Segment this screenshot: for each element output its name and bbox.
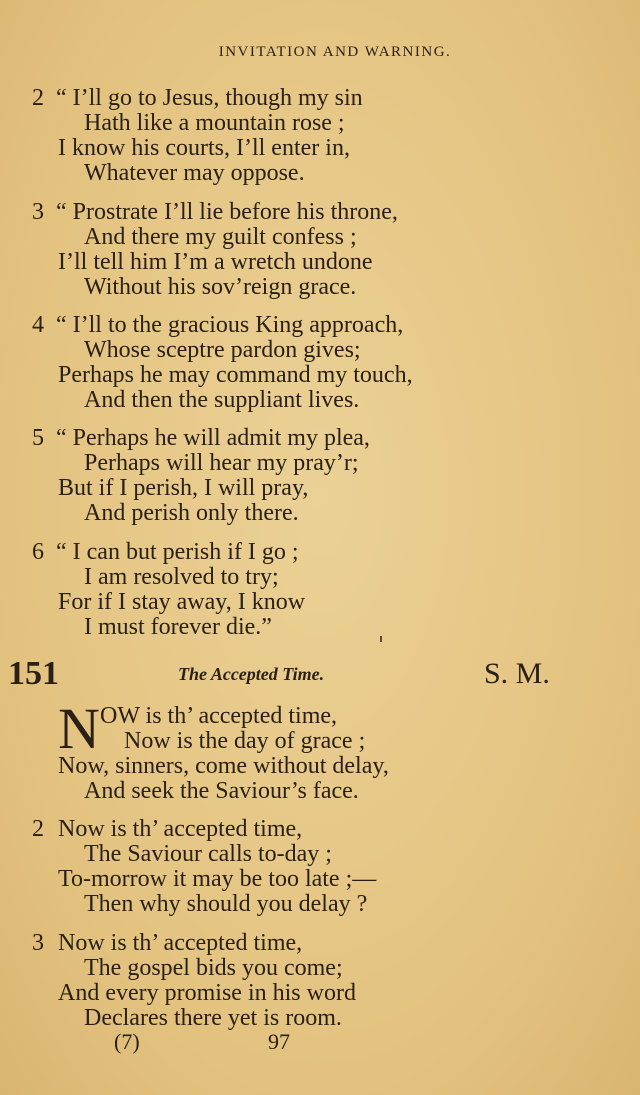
verse-number: 3 [32,199,44,225]
verse-number: 5 [32,425,44,451]
verse-line: For if I stay away, I know [58,589,306,615]
verse-line: And every promise in his word [58,980,356,1006]
verse-number: 4 [32,312,44,338]
verse-line: I’ll tell him I’m a wretch undone [58,249,373,275]
verse-number: 2 [32,816,44,842]
verse-line: Without his sov’reign grace. [84,274,357,300]
verse-line: Perhaps he may command my touch, [58,362,413,388]
verse-line: Hath like a mountain rose ; [84,110,345,136]
verse-line: OW is th’ accepted time, [100,703,338,729]
verse-line: Now, sinners, come without delay, [58,753,389,779]
page-number: 97 [268,1029,290,1054]
verse-line: And there my guilt confess ; [84,224,357,250]
hymn-title: The Accepted Time. [178,664,325,684]
verse-line: Now is th’ accepted time, [58,930,303,956]
verse-line: And then the suppliant lives. [84,387,360,413]
running-head: INVITATION AND WARNING. [218,44,452,60]
verse-number: 2 [32,85,44,111]
verse-line: Now is th’ accepted time, [58,816,303,842]
verse-number: 3 [32,930,44,956]
verse-line: Now is the day of grace ; [124,728,366,754]
verse-line: “ Prostrate I’ll lie before his throne, [56,199,398,225]
verse-line: Whatever may oppose. [84,160,305,186]
verse-line: I know his courts, I’ll enter in, [58,135,350,161]
hymn-meter: S. M. [484,657,550,690]
verse-line: Then why should you delay ? [84,891,368,917]
divider-mark [380,636,382,642]
verse-line: The gospel bids you come; [84,955,343,981]
verse-line: “ I can but perish if I go ; [56,539,299,565]
verse-line: “ I’ll go to Jesus, though my sin [56,85,363,111]
verse-number: 6 [32,539,44,565]
verse-line: And perish only there. [84,500,299,526]
verse-line: But if I perish, I will pray, [58,475,309,501]
verse-line: Whose sceptre pardon gives; [84,337,361,363]
verse-line: Declares there yet is room. [84,1005,342,1031]
verse-line: I must forever die.” [84,614,272,640]
verse-line: I am resolved to try; [84,564,279,590]
drop-cap: N [58,696,100,761]
verse-line: Perhaps will hear my pray’r; [84,450,359,476]
verse-line: To-morrow it may be too late ;— [58,866,377,892]
verse-line: “ I’ll to the gracious King approach, [56,312,404,338]
signature-mark: (7) [114,1029,140,1054]
verse-line: The Saviour calls to-day ; [84,841,332,867]
hymn-number: 151 [8,655,59,692]
verse-line: And seek the Saviour’s face. [84,778,359,804]
verse-line: “ Perhaps he will admit my plea, [56,425,370,451]
